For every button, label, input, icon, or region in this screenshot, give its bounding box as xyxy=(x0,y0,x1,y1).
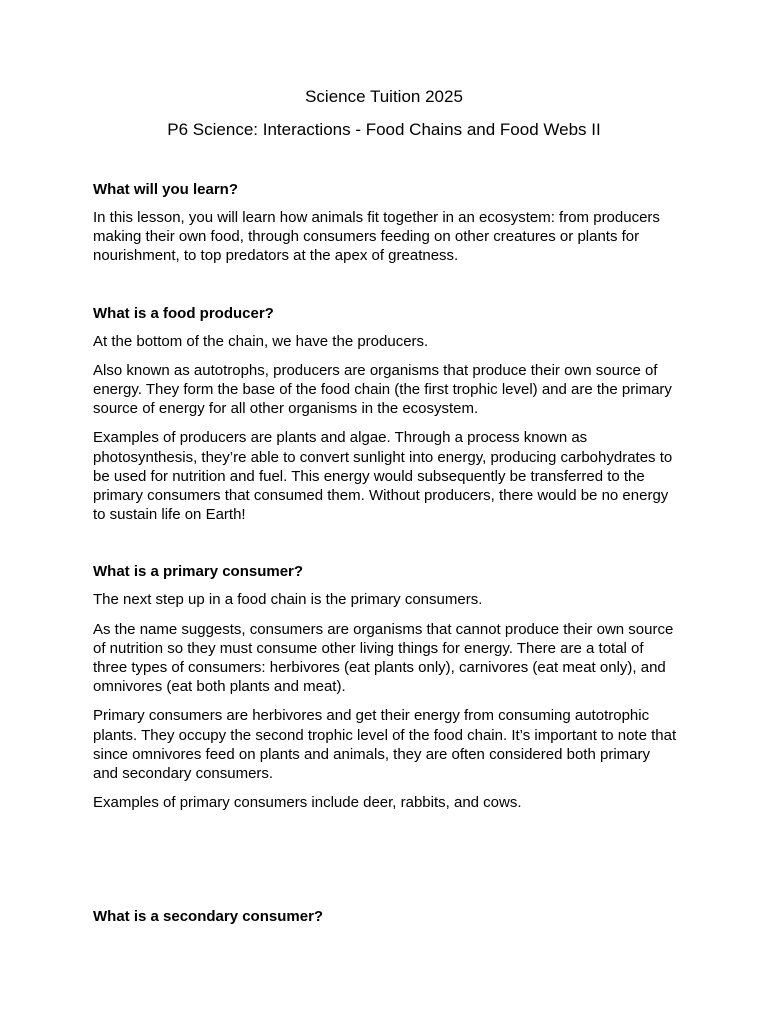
paragraph: In this lesson, you will learn how animals fit together in an ecosystem: from producers making their own food, through consumers feeding on other creatures or plants for nourishment, to top predators at the apex of greatness. xyxy=(93,209,660,265)
section-food-producer xyxy=(93,304,678,525)
section-what-will-you-learn xyxy=(93,180,678,266)
section-heading: What is a primary consumer? xyxy=(93,563,304,581)
paragraph: Also known as autotrophs, producers are organisms that produce their own source of energy. They form the base of the food chain (the first trophic level) and are the primary source of energy for all other organisms in the ecosystem. xyxy=(93,361,672,418)
section-heading: What will you learn? xyxy=(93,181,239,198)
section-primary-consumer xyxy=(93,562,678,812)
paragraph: Examples of primary consumers include deer, rabbits, and cows. xyxy=(93,794,522,812)
paragraph: At the bottom of the chain, we have the producers. xyxy=(93,332,429,350)
paragraph: The next step up in a food chain is the primary consumers. xyxy=(93,591,483,609)
paragraph: Primary consumers are herbivores and get their energy from consuming autotrophic plants. They occupy the second trophic level of the food chain. It’s important to note that since omnivores feed on plants and animals, they are often considered both primary and secondary consumers. xyxy=(93,707,677,783)
paragraph: Examples of producers are plants and algae. Through a process known as photosynthesis, they’re able to convert sunlight into energy, producing carbohydrates to be used for nutrition and fuel. This energy would subsequently be transferred to the primary consumers that consumed them. Without producers, there would be no energy to sustain life on Earth! xyxy=(93,429,673,524)
section-secondary-consumer xyxy=(93,907,678,926)
document-body xyxy=(93,180,678,935)
paragraph: As the name suggests, consumers are organisms that cannot produce their own source of nutrition so they must consume other living things for energy. There are a total of three types of consumers: herbivores (eat plants only), carnivores (eat meat only), and omnivores (eat both plants and meat). xyxy=(93,620,674,696)
document-title: Science Tuition 2025 xyxy=(305,87,463,106)
section-heading: What is a food producer? xyxy=(93,304,274,322)
document-subtitle: P6 Science: Interactions - Food Chains and Food Webs II xyxy=(167,120,601,139)
section-heading: What is a secondary consumer? xyxy=(93,908,324,926)
